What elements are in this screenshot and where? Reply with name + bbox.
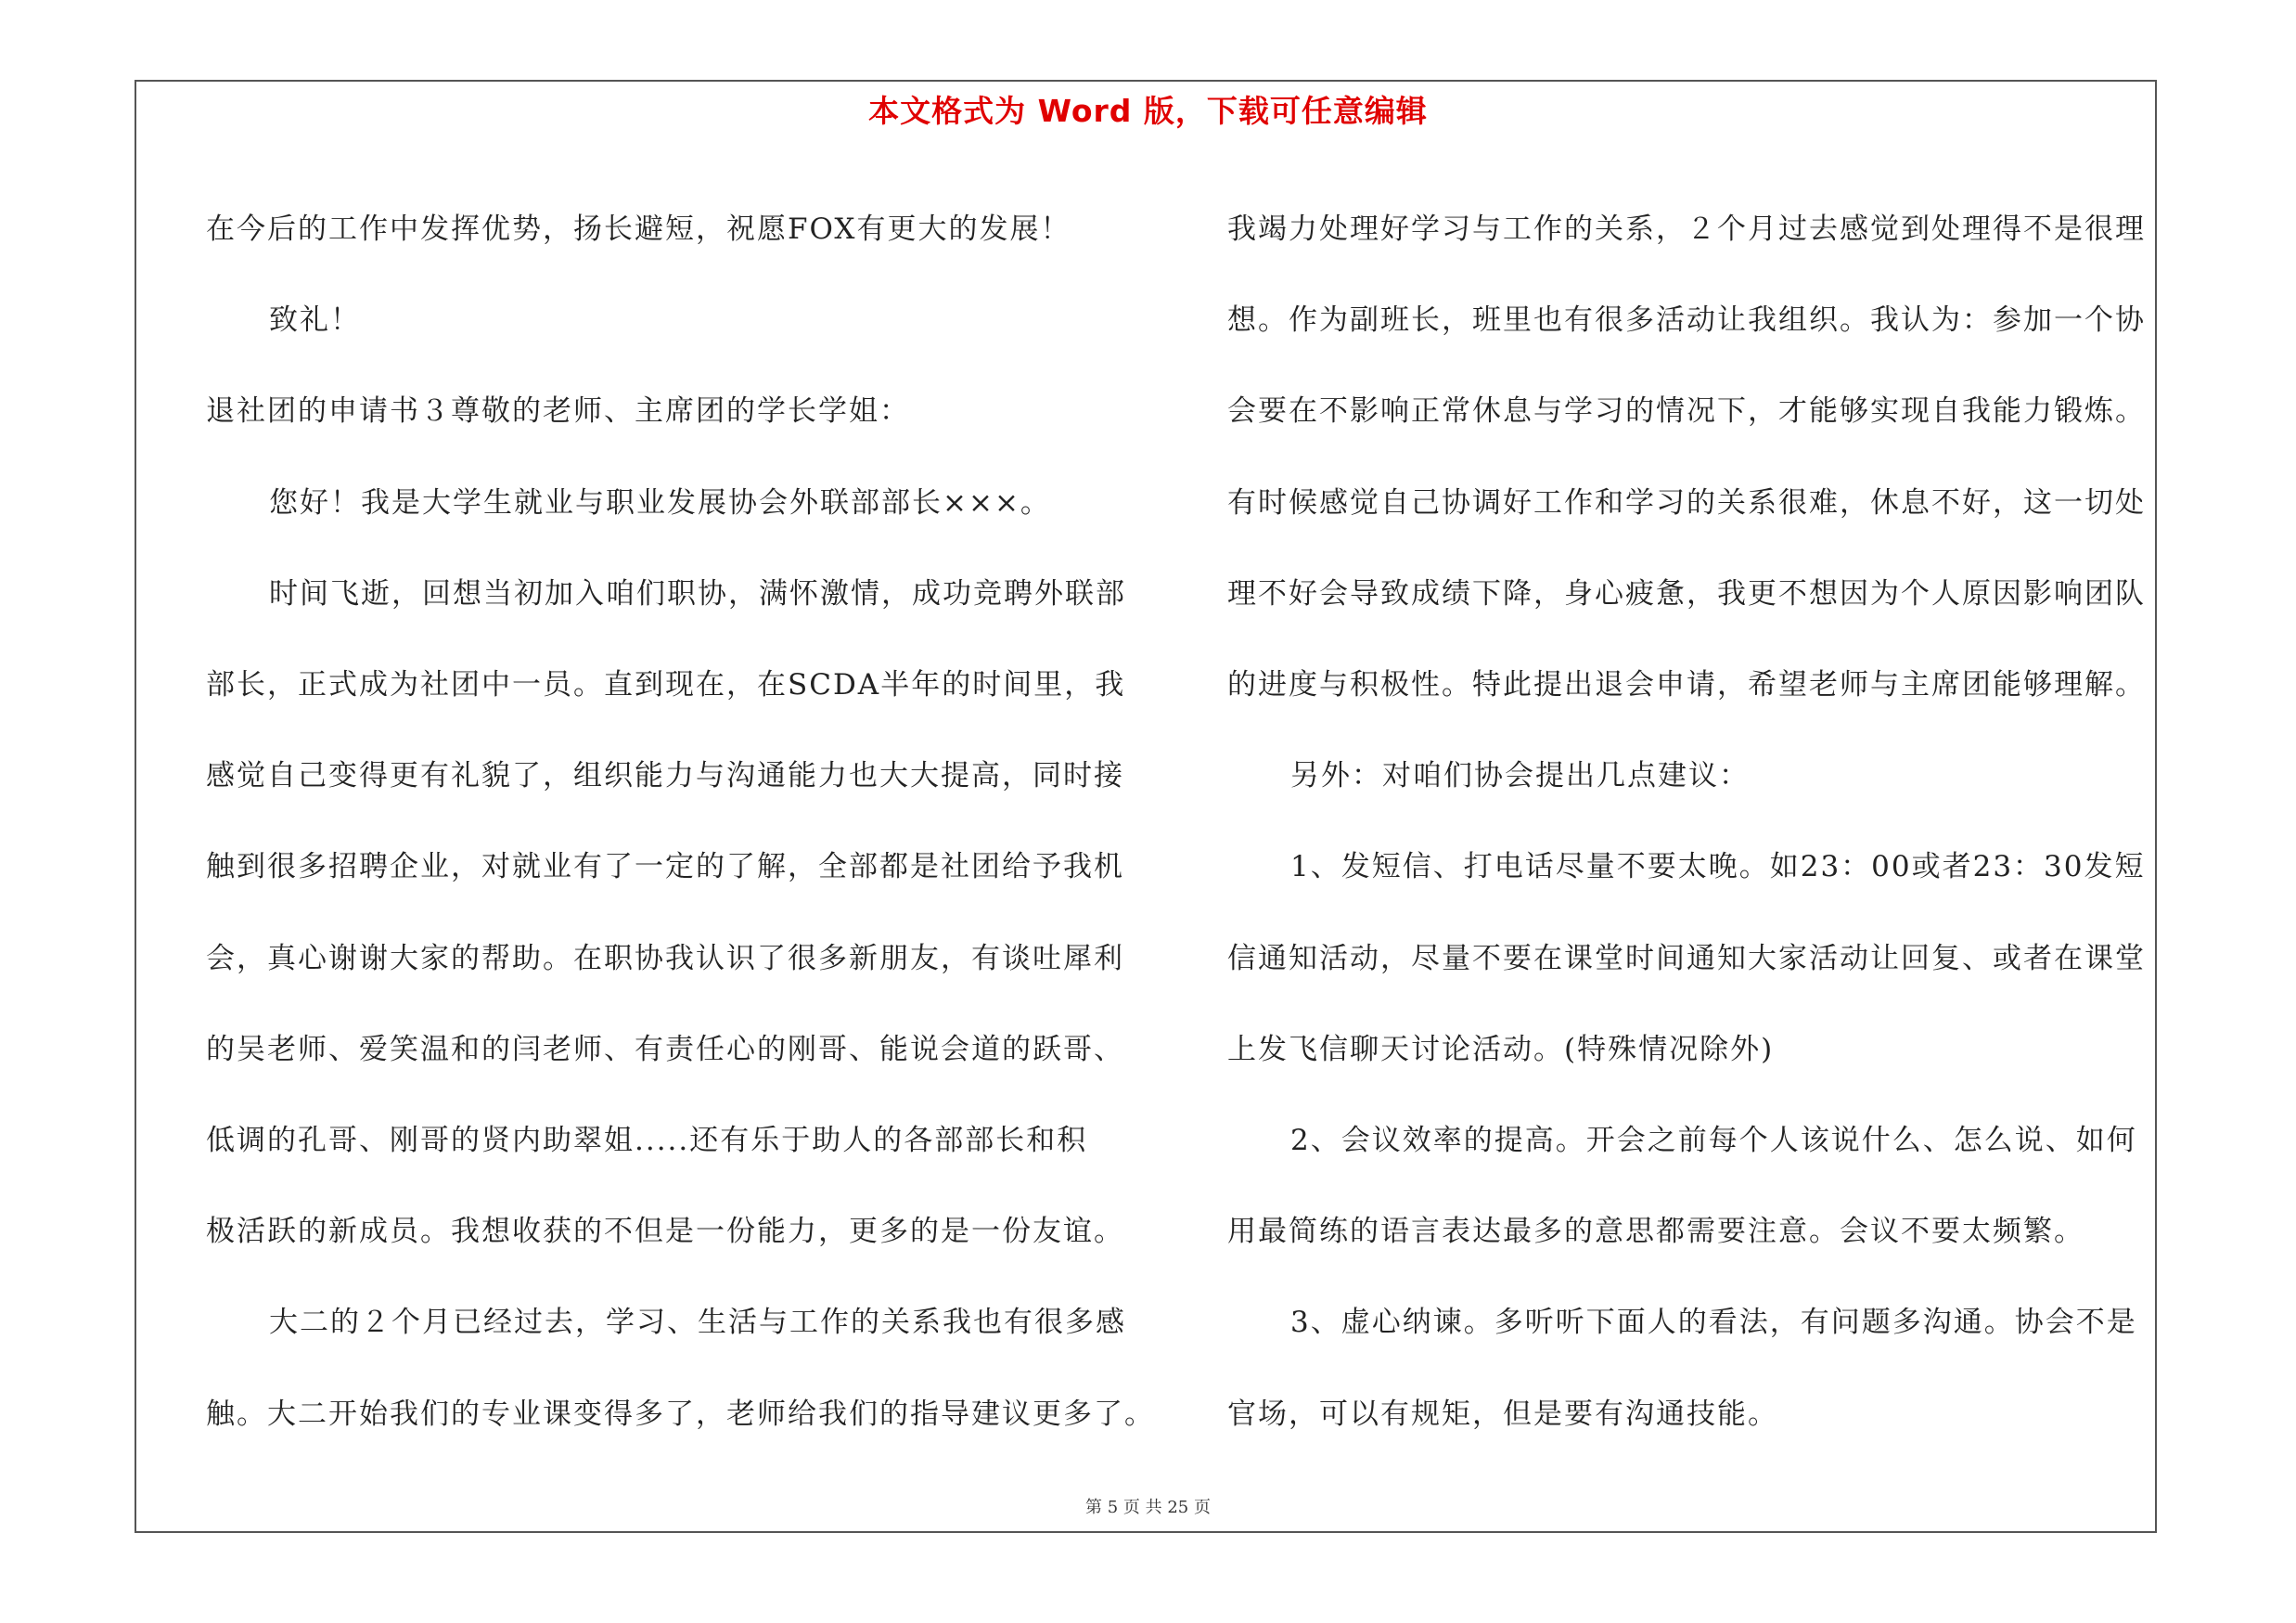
text-line: 会，真心谢谢大家的帮助。在职协我认识了很多新朋友，有谈吐犀利 [206,941,1124,975]
text-line: 的进度与积极性。特此提出退会申请，希望老师与主席团能够理解。 [1227,668,2146,702]
text-line: 理不好会导致成绩下降，身心疲惫，我更不想因为个人原因影响团队 [1227,576,2146,611]
right-text-column [1227,184,2160,1460]
text-line: 大二的２个月已经过去，学习、生活与工作的关系我也有很多感 [269,1306,1126,1340]
text-line: 想。作为副班长，班里也有很多活动让我组织。我认为：参加一个协 [1227,303,2146,338]
text-line: 会要在不影响正常休息与学习的情况下，才能够实现自我能力锻炼。 [1227,394,2146,429]
text-line: 有时候感觉自己协调好工作和学习的关系很难，休息不好，这一切处 [1227,485,2146,520]
text-line: 致礼！ [269,303,361,338]
format-notice-banner: 本文格式为 Word 版，下载可任意编辑 [868,93,1428,129]
text-line: 低调的孔哥、刚哥的贤内助翠姐.....还有乐于助人的各部部长和积 [206,1124,1088,1158]
text-line: 2、会议效率的提高。开会之前每个人该说什么、怎么说、如何 [1290,1124,2137,1158]
text-line: 部长，正式成为社团中一员。直到现在，在SCDA半年的时间里，我 [206,668,1126,702]
text-line: 极活跃的新成员。我想收获的不但是一份能力，更多的是一份友谊。 [206,1215,1124,1249]
text-line: 的吴老师、爱笑温和的闫老师、有责任心的刚哥、能说会道的跃哥、 [206,1032,1124,1066]
text-line: 触。大二开始我们的专业课变得多了，老师给我们的指导建议更多了。 [206,1397,1155,1431]
text-line: 用最简练的语言表达最多的意思都需要注意。会议不要太频繁。 [1227,1215,2084,1249]
text-line: 官场，可以有规矩，但是要有沟通技能。 [1227,1397,1778,1431]
text-line: 感觉自己变得更有礼貌了，组织能力与沟通能力也大大提高，同时接 [206,759,1124,793]
text-line: 上发飞信聊天讨论活动。(特殊情况除外) [1227,1032,1775,1066]
text-line: 我竭力处理好学习与工作的关系，２个月过去感觉到处理得不是很理 [1227,213,2146,246]
page-number-footer: 第 5 页 共 25 页 [1085,1498,1211,1517]
text-line: 另外：对咱们协会提出几点建议： [1290,759,1750,793]
text-line: 信通知活动，尽量不要在课堂时间通知大家活动让回复、或者在课堂 [1227,941,2146,975]
text-line: 时间飞逝，回想当初加入咱们职协，满怀激情，成功竞聘外联部 [269,576,1126,611]
text-line: 在今后的工作中发挥优势，扬长避短，祝愿FOX有更大的发展！ [206,213,1071,246]
text-line: 触到很多招聘企业，对就业有了一定的了解，全部都是社团给予我机 [206,850,1124,884]
text-line: 3、虚心纳谏。多听听下面人的看法，有问题多沟通。协会不是 [1290,1306,2137,1340]
text-line: 退社团的申请书３尊敬的老师、主席团的学长学姐： [206,394,910,429]
text-line: 您好！我是大学生就业与职业发展协会外联部部长×××。 [269,485,1051,520]
left-text-column [206,184,1155,1460]
text-line: 1、发短信、打电话尽量不要太晚。如23：00或者23：30发短 [1290,850,2146,884]
